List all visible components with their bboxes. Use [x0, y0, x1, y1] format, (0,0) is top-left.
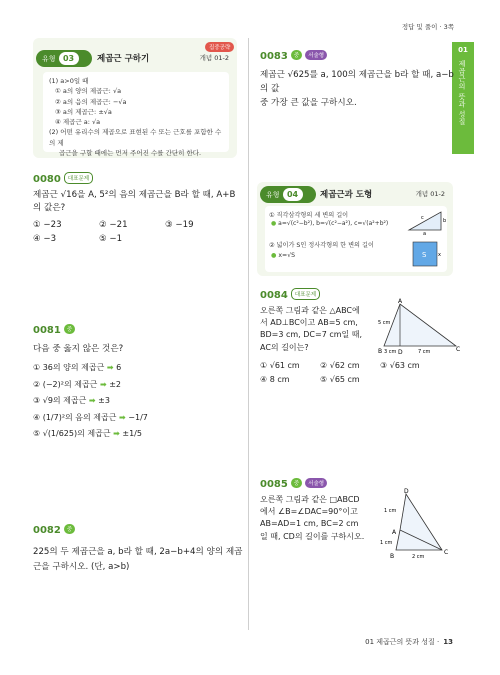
choice[interactable]: ② √62 cm [320, 360, 360, 370]
problem-0082 [33, 524, 243, 575]
type-title: 제곱근 구하기 [97, 54, 150, 64]
arrow-icon: ➡ [119, 412, 126, 422]
summary-line: 곱근을 구할 때에는 먼저 주어진 수를 간단히 한다. [59, 149, 202, 158]
option-left: ① 36의 양의 제곱근 [33, 363, 105, 372]
type-title: 제곱근과 도형 [320, 190, 373, 200]
type-number: 04 [283, 188, 303, 201]
vertex-c: C [456, 346, 461, 353]
length-ad: 1 cm [384, 508, 397, 514]
summary-line: ② a의 음의 제곱근: −√a [55, 97, 127, 106]
page-number: 13 [443, 638, 453, 646]
footer-text: 01 제곱근의 뜻과 성질 · [365, 638, 440, 646]
type-summary [265, 206, 447, 272]
difficulty-tag: 중 [64, 524, 75, 534]
summary-formula: ● x=√S [271, 252, 296, 259]
problem-line: 오른쪽 그림과 같은 □ABCD [260, 495, 360, 504]
problem-number: 0082 [33, 525, 61, 536]
problem-text [260, 494, 380, 543]
problem-line: 중 가장 큰 값을 구하시오. [260, 98, 357, 108]
problem-0080 [33, 172, 243, 244]
option-item[interactable] [33, 360, 243, 377]
summary-line: ③ a의 제곱근: ±√a [55, 107, 112, 116]
vertex-d: D [398, 349, 403, 356]
summary-item: ② 넓이가 S인 정사각형의 한 변의 길이 [269, 242, 374, 249]
representative-tag: 대표문제 [64, 172, 93, 184]
chapter-title: 제곱근의 뜻과 성질 [458, 60, 466, 126]
type-number: 03 [59, 52, 79, 65]
summary-line: (2) 어떤 유리수의 제곱으로 표현된 수 또는 근호를 포함한 수의 제 [49, 128, 222, 147]
type-label: 유형 [42, 54, 56, 63]
type-concept: 개념 01-2 [415, 190, 445, 198]
quadrilateral-abcd-figure [378, 488, 458, 568]
problem-number: 0081 [33, 325, 61, 336]
type-pill [260, 186, 316, 203]
choice[interactable]: ⑤ −1 [99, 234, 123, 244]
choice[interactable]: ④ 8 cm [260, 374, 290, 384]
summary-formula: ● a=√(c²−b²), b=√(c²−a²), c=√(a²+b²) [271, 220, 389, 227]
square-side-label: x [438, 252, 441, 258]
bullet-icon: ● [271, 220, 277, 227]
difficulty-tag: 중 [291, 50, 302, 60]
arrow-icon: ➡ [88, 396, 96, 405]
problem-line: 오른쪽 그림과 같은 △ABC에 [260, 306, 360, 315]
vertex-b: B [390, 553, 395, 560]
vertex-b: B [378, 348, 383, 355]
vertex-d: D [404, 488, 409, 495]
column-divider [248, 38, 249, 630]
summary-line: ④ 제곱근 a: √a [55, 118, 101, 127]
option-list [33, 360, 243, 443]
length-bc: 2 cm [412, 554, 425, 560]
length-bd: 3 cm [384, 349, 397, 355]
choice[interactable]: ④ −3 [33, 234, 57, 244]
problem-line: 제곱근 √625를 a, 100의 제곱근을 b라 할 때, a−b의 값 [260, 70, 454, 94]
problem-line: 근을 구하시오. (단, a>b) [33, 562, 130, 572]
option-left: ③ √9의 제곱근 [33, 396, 87, 405]
answer-choices [260, 361, 460, 384]
type-03-box [33, 38, 237, 158]
difficulty-tag: 중 [64, 324, 75, 334]
problem-line: AB=AD=1 cm, BC=2 cm [260, 519, 359, 529]
option-item[interactable] [33, 426, 243, 443]
length-ab: 1 cm [380, 540, 393, 546]
essay-tag: 서술형 [305, 50, 327, 60]
problem-line: 에서 ∠B=∠DAC=90°이고 [260, 507, 358, 517]
choice[interactable]: ③ √63 cm [380, 360, 420, 370]
type-summary [43, 72, 229, 158]
option-right: 6 [116, 363, 122, 372]
problem-text [260, 305, 390, 354]
choice[interactable]: ② −21 [99, 220, 128, 230]
problem-number: 0084 [260, 290, 288, 301]
problem-line: 서 AD⊥BC이고 AB=5 cm, [260, 318, 358, 328]
arrow-icon: ➡ [113, 429, 120, 438]
arrow-icon: ➡ [99, 379, 107, 389]
type-04-box [257, 182, 453, 276]
problem-number: 0083 [260, 51, 288, 62]
problem-number: 0085 [260, 479, 288, 490]
square-label: S [422, 251, 427, 259]
option-right: ±2 [109, 379, 122, 389]
length-dc: 7 cm [418, 349, 431, 355]
vertex-c: C [444, 549, 449, 556]
option-right: ±3 [98, 396, 110, 405]
page-footer [365, 637, 453, 647]
tri-b-label: b [443, 218, 447, 224]
summary-line: ① a의 양의 제곱근: √a [55, 87, 122, 96]
type-concept: 개념 01-2 [199, 54, 229, 62]
problem-text [33, 545, 243, 575]
vertex-a: A [392, 529, 397, 536]
triangle-abc-figure [378, 298, 462, 356]
page-header: 정답 및 풀이 · 3쪽 [401, 23, 454, 31]
problem-line: AC의 길이는? [260, 342, 309, 352]
type-pill [36, 50, 92, 67]
answer-choices [33, 220, 243, 244]
problem-line: BD=3 cm, DC=7 cm일 때, [260, 330, 363, 340]
choice[interactable]: ③ −19 [165, 220, 194, 230]
type-label: 유형 [266, 190, 280, 199]
option-item[interactable] [33, 410, 243, 427]
summary-line: (1) a>0일 때 [49, 77, 89, 85]
problem-number: 0080 [33, 174, 61, 185]
representative-tag: 대표문제 [291, 288, 320, 300]
problem-0085 [260, 478, 460, 560]
problem-0084 [260, 288, 460, 384]
choice[interactable]: ① −23 [33, 220, 62, 230]
vertex-a: A [398, 298, 403, 305]
option-right: ±1/5 [122, 429, 142, 438]
problem-line: 일 때, CD의 길이를 구하시오. [260, 531, 365, 541]
tri-c-label: c [421, 215, 424, 221]
bullet-icon: ● [271, 252, 277, 259]
essay-tag: 서술형 [305, 478, 327, 488]
chapter-number: 01 [458, 46, 468, 54]
option-left: ⑤ √(1/625)의 제곱근 [33, 429, 111, 438]
square-figure [409, 240, 443, 270]
focus-badge: 집중공략 [205, 42, 234, 52]
choice[interactable]: ① √61 cm [260, 360, 300, 370]
problem-text [260, 68, 460, 110]
problem-0083 [260, 50, 460, 110]
problem-text [33, 189, 243, 215]
problem-text: 다음 중 옳지 않은 것은? [33, 344, 124, 354]
right-triangle-figure [405, 208, 447, 236]
option-item[interactable] [33, 393, 243, 410]
summary-item: ① 직각삼각형의 세 변의 길이 [269, 212, 349, 219]
tri-a-label: a [423, 231, 427, 236]
option-left: ② (−2)²의 제곱근 [33, 379, 98, 389]
length-ab: 5 cm [378, 320, 391, 326]
option-right: −1/7 [128, 412, 148, 422]
problem-0081 [33, 324, 243, 443]
problem-line: 제곱근 √16을 A, 5²의 음의 제곱근을 B라 할 때, A+B [33, 190, 236, 200]
difficulty-tag: 중 [291, 478, 302, 488]
option-left: ④ (1/7)²의 음의 제곱근 [33, 412, 117, 422]
arrow-icon: ➡ [106, 363, 114, 372]
option-item[interactable] [33, 377, 243, 394]
problem-line: 225의 두 제곱근을 a, b라 할 때, 2a−b+4의 양의 제곱 [33, 547, 243, 557]
choice[interactable]: ⑤ √65 cm [320, 374, 360, 384]
problem-line: 의 값은? [33, 203, 66, 213]
